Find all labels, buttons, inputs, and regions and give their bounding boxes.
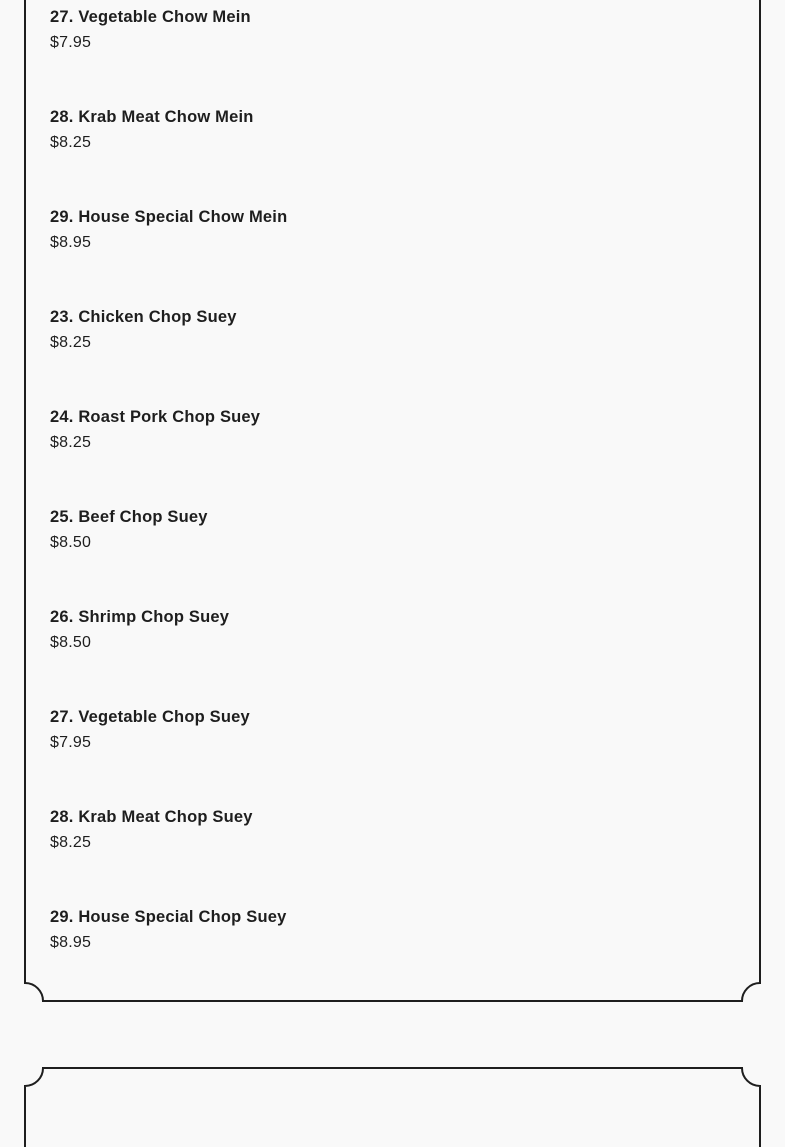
menu-item[interactable] [50, 0, 287, 100]
menu-item-price: $7.95 [50, 34, 92, 51]
menu-item[interactable] [50, 300, 287, 400]
menu-item-title: 24. Roast Pork Chop Suey [50, 408, 261, 426]
menu-item-title: 25. Beef Chop Suey [50, 508, 208, 526]
menu-item-title: 28. Krab Meat Chop Suey [50, 808, 253, 826]
menu-item-list [50, 0, 287, 1000]
menu-item-title: 27. Vegetable Chow Mein [50, 8, 251, 26]
next-menu-card [24, 1067, 761, 1147]
menu-item-title: 28. Krab Meat Chow Mein [50, 108, 254, 126]
menu-item[interactable] [50, 600, 287, 700]
menu-item-price: $8.25 [50, 134, 92, 151]
next-menu-card-frame [24, 1067, 761, 1147]
menu-item-price: $8.95 [50, 234, 92, 251]
menu-item-title: 29. House Special Chow Mein [50, 208, 288, 226]
menu-item-price: $7.95 [50, 734, 92, 751]
menu-item-price: $8.25 [50, 834, 92, 851]
menu-item-title: 27. Vegetable Chop Suey [50, 708, 250, 726]
menu-card [24, 0, 761, 1003]
menu-item[interactable] [50, 700, 287, 800]
menu-item-price: $8.50 [50, 634, 92, 651]
menu-item-title: 29. House Special Chop Suey [50, 908, 287, 926]
menu-item[interactable] [50, 200, 287, 300]
menu-item[interactable] [50, 500, 287, 600]
menu-item[interactable] [50, 900, 287, 1000]
menu-item-title: 23. Chicken Chop Suey [50, 308, 237, 326]
menu-item[interactable] [50, 800, 287, 900]
menu-item-price: $8.25 [50, 334, 92, 351]
menu-item-price: $8.95 [50, 934, 92, 951]
menu-item-price: $8.50 [50, 534, 92, 551]
menu-item-price: $8.25 [50, 434, 92, 451]
menu-item[interactable] [50, 100, 287, 200]
menu-item[interactable] [50, 400, 287, 500]
menu-item-title: 26. Shrimp Chop Suey [50, 608, 230, 626]
